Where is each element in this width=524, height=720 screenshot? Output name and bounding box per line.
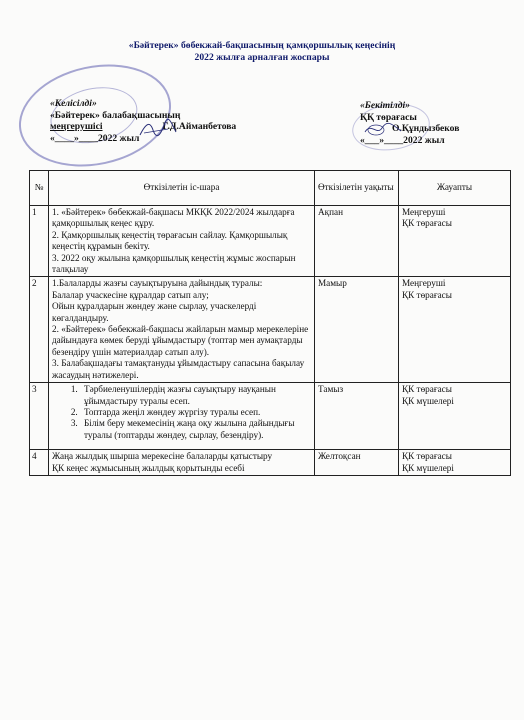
agreed-position: меңгерушісі	[50, 121, 103, 132]
signature-left	[138, 118, 178, 140]
event-line: 2. «Бәйтерек» бөбекжай-бақшасы жайларын мамыр мерекелеріне дайындауға көмек беруді ұйымдастыру (топтар мен аумақтарды безендіру үшін материалдар сатып алу).	[52, 324, 309, 357]
approved-position: ҚҚ төрағасы	[360, 111, 417, 123]
row-number: 4	[30, 450, 49, 476]
agreed-name: Г.Д.Айманбетова	[162, 121, 237, 132]
event-line: Ойын құралдарын жөндеу және сырлау, учаскелерді көгалдандыру.	[52, 301, 257, 323]
event-line: 1.Балаларды жазғы сауықтыруына дайындық туралы:	[52, 278, 263, 289]
responsible-line: ҚК мүшелері	[402, 462, 454, 473]
title-line-2: 2022 жылға арналған жоспары	[194, 52, 330, 63]
event-line: 3. 2022 оқу жылына қамқоршылық кеңестің жұмыс жоспарын талқылау	[52, 252, 296, 275]
row-time: Мамыр	[315, 277, 399, 383]
agreed-label: «Келісілді»	[50, 98, 97, 109]
header-time: Өткізілетін уақыты	[315, 171, 399, 206]
row-time: Тамыз	[315, 383, 399, 450]
event-list-item: 1. Тәрбиеленушілердің жазғы сауықтыру науқанын ұйымдастыру туралы есеп.	[80, 384, 311, 407]
row-responsible	[399, 450, 511, 476]
plan-table	[29, 170, 511, 476]
title-line-1: «Бәйтерек» бөбекжай-бақшасының қамқоршылық кеңесінің	[128, 40, 396, 51]
table-row	[30, 277, 511, 383]
event-line: 1. «Бәйтерек» бөбекжай-бақшасы МКҚК 2022/2024 жылдарға қамқоршылық кеңес құру.	[52, 207, 295, 229]
event-line: Жаңа жылдық шырша мерекесіне балаларды қатыстыру	[52, 451, 273, 462]
row-event	[49, 383, 315, 450]
header-event: Өткізілетін іс-шара	[49, 171, 315, 206]
approved-date: «___»____2022 жыл	[360, 134, 445, 146]
approved-name: О.Құндызбеков	[392, 123, 460, 134]
table-row	[30, 383, 511, 450]
row-event	[49, 450, 315, 476]
header-number: №	[30, 171, 49, 206]
table-row	[30, 450, 511, 476]
responsible-line: ҚК төрағасы	[402, 451, 452, 462]
row-number: 3	[30, 383, 49, 450]
header-responsible: Жауапты	[399, 171, 511, 206]
responsible-line: ҚК төрағасы	[402, 384, 452, 395]
event-line: ҚК кеңес жұмысының жылдық қорытынды есебі	[52, 462, 245, 473]
responsible-line: Меңгеруші	[402, 207, 446, 217]
row-responsible	[399, 206, 511, 277]
row-time: Ақпан	[315, 206, 399, 277]
event-list-item: 3. Білім беру мекемесінің жаңа оқу жылына дайындығы туралы (топтарды жөндеу, сырлау, безендіру).	[80, 418, 311, 441]
approved-label: «Бекітілді»	[360, 100, 410, 111]
event-line: 3. Балабақшадағы тамақтануды ұйымдастыру сапасына бақылау жасаудың нәтижелері.	[52, 358, 305, 380]
row-responsible	[399, 383, 511, 450]
document-title	[0, 40, 524, 64]
event-list	[52, 384, 311, 441]
row-event	[49, 206, 315, 277]
row-time: Желтоқсан	[315, 450, 399, 476]
row-number: 2	[30, 277, 49, 383]
event-line: Балалар учаскесіне құралдар сатып алу;	[52, 289, 209, 300]
responsible-line: ҚК мүшелері	[402, 395, 454, 406]
event-line: 2. Қамқоршылық кеңестің төрағасын сайлау. Қамқоршылық кеңестің құрамын бекіту.	[52, 229, 288, 252]
responsible-line: ҚК төрағасы	[402, 218, 452, 229]
table-header-row	[30, 171, 511, 206]
agreed-date: «____»____2022 жыл	[50, 132, 140, 144]
responsible-line: Меңгеруші	[402, 278, 446, 289]
row-responsible	[399, 277, 511, 383]
responsible-line: ҚК төрағасы	[402, 289, 452, 300]
signature-right	[362, 120, 404, 140]
table-row	[30, 206, 511, 277]
row-event	[49, 277, 315, 383]
agreed-org: «Бәйтерек» балабақшасының	[50, 109, 181, 121]
row-number: 1	[30, 206, 49, 277]
event-list-item: 2. Топтарда жеңіл жөндеу жүргізу туралы есеп.	[80, 407, 311, 418]
